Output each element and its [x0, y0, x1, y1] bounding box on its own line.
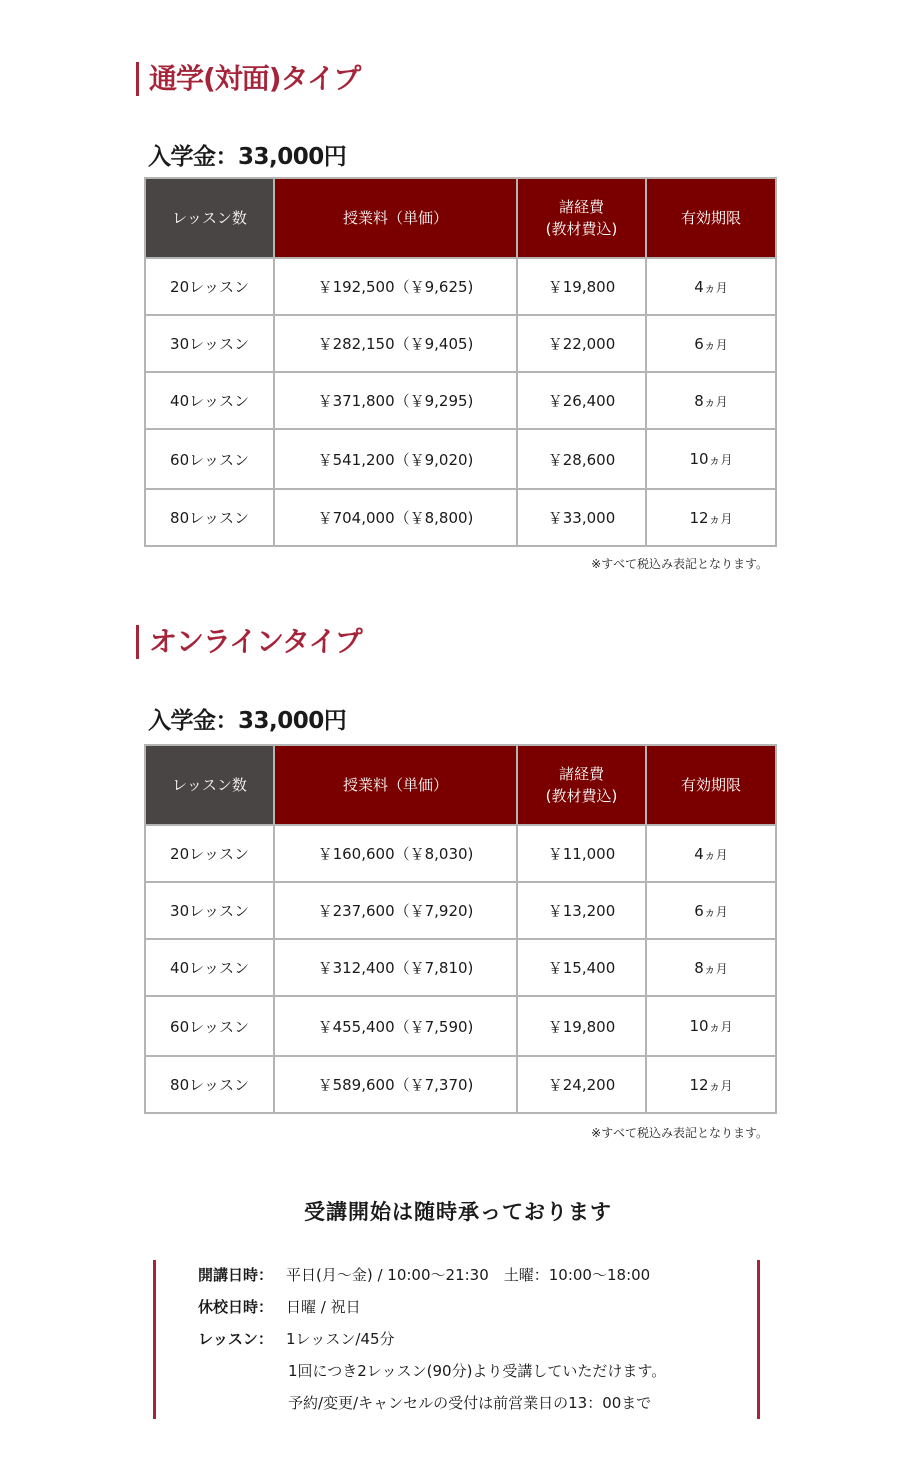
cell-expenses: ￥11,000 — [517, 825, 646, 882]
start-anytime-heading: 受講開始は随時承っております — [304, 1200, 612, 1224]
section-title-in-person: 通学(対面)タイプ — [136, 62, 360, 96]
cell-expenses: ￥22,000 — [517, 315, 646, 372]
table-row — [145, 996, 776, 1056]
cell-lessons: 30レッスン — [145, 882, 274, 939]
hours-row — [198, 1264, 666, 1296]
lesson-detail-1: 1回につき2レッスン(90分)より受講していただけます。 — [288, 1362, 667, 1380]
cell-lessons: 20レッスン — [145, 258, 274, 315]
hours-label: 開講日時： — [198, 1266, 274, 1284]
header-tuition: 授業料（単価） — [274, 745, 517, 825]
table-row — [145, 939, 776, 996]
cell-validity: 8ヵ月 — [646, 372, 776, 429]
lesson-value: 1レッスン/45分 — [286, 1330, 395, 1348]
cell-lessons: 30レッスン — [145, 315, 274, 372]
cell-tuition: ￥589,600（￥7,370) — [274, 1056, 517, 1113]
cell-expenses: ￥24,200 — [517, 1056, 646, 1113]
cell-lessons: 40レッスン — [145, 372, 274, 429]
table-row — [145, 1056, 776, 1113]
cell-validity: 8ヵ月 — [646, 939, 776, 996]
right-accent-bar — [757, 1260, 760, 1419]
table-header-row — [145, 745, 776, 825]
header-tuition: 授業料（単価） — [274, 178, 517, 258]
header-validity: 有効期限 — [646, 745, 776, 825]
price-table-online — [144, 744, 777, 1114]
closed-row — [198, 1296, 666, 1328]
table-row — [145, 825, 776, 882]
lesson-label: レッスン： — [198, 1330, 273, 1348]
table-header-row — [145, 178, 776, 258]
cell-validity: 4ヵ月 — [646, 825, 776, 882]
cell-validity: 12ヵ月 — [646, 1056, 776, 1113]
table-row — [145, 429, 776, 489]
schedule-info — [198, 1264, 666, 1424]
cell-lessons: 40レッスン — [145, 939, 274, 996]
closed-label: 休校日時： — [198, 1298, 274, 1316]
header-validity: 有効期限 — [646, 178, 776, 258]
cell-lessons: 60レッスン — [145, 429, 274, 489]
cell-validity: 6ヵ月 — [646, 315, 776, 372]
cell-tuition: ￥455,400（￥7,590) — [274, 996, 517, 1056]
cell-lessons: 60レッスン — [145, 996, 274, 1056]
cell-tuition: ￥282,150（￥9,405) — [274, 315, 517, 372]
closed-value: 日曜 / 祝日 — [286, 1298, 361, 1316]
cell-tuition: ￥160,600（￥8,030) — [274, 825, 517, 882]
cell-lessons: 20レッスン — [145, 825, 274, 882]
cell-expenses: ￥19,800 — [517, 258, 646, 315]
tax-note: ※すべて税込み表記となります。 — [591, 557, 768, 571]
cell-validity: 10ヵ月 — [646, 996, 776, 1056]
cell-tuition: ￥704,000（￥8,800) — [274, 489, 517, 546]
table-row — [145, 372, 776, 429]
tax-note: ※すべて税込み表記となります。 — [591, 1126, 768, 1140]
cell-expenses: ￥28,600 — [517, 429, 646, 489]
header-expenses: 諸経費 (教材費込) — [517, 745, 646, 825]
cell-tuition: ￥541,200（￥9,020) — [274, 429, 517, 489]
header-expenses: 諸経費 (教材費込) — [517, 178, 646, 258]
cell-tuition: ￥237,600（￥7,920) — [274, 882, 517, 939]
header-lessons: レッスン数 — [145, 178, 274, 258]
cell-expenses: ￥15,400 — [517, 939, 646, 996]
cell-tuition: ￥312,400（￥7,810) — [274, 939, 517, 996]
cell-expenses: ￥26,400 — [517, 372, 646, 429]
cell-expenses: ￥33,000 — [517, 489, 646, 546]
enrollment-fee-in-person: 入学金：33,000円 — [148, 144, 347, 170]
cell-tuition: ￥192,500（￥9,625) — [274, 258, 517, 315]
lesson-detail-2: 予約/変更/キャンセルの受付は前営業日の13：00まで — [288, 1394, 652, 1412]
cell-validity: 10ヵ月 — [646, 429, 776, 489]
left-accent-bar — [153, 1260, 156, 1419]
price-table-in-person — [144, 177, 777, 547]
cell-tuition: ￥371,800（￥9,295) — [274, 372, 517, 429]
cell-validity: 4ヵ月 — [646, 258, 776, 315]
enrollment-fee-online: 入学金：33,000円 — [148, 708, 347, 734]
hours-value: 平日(月～金) / 10:00～21:30 土曜：10:00～18:00 — [286, 1266, 651, 1284]
section-title-online: オンラインタイプ — [136, 625, 362, 659]
cell-expenses: ￥13,200 — [517, 882, 646, 939]
cell-lessons: 80レッスン — [145, 489, 274, 546]
table-row — [145, 258, 776, 315]
cell-validity: 12ヵ月 — [646, 489, 776, 546]
table-row — [145, 882, 776, 939]
table-row — [145, 489, 776, 546]
lesson-row — [198, 1328, 666, 1360]
cell-lessons: 80レッスン — [145, 1056, 274, 1113]
header-lessons: レッスン数 — [145, 745, 274, 825]
table-row — [145, 315, 776, 372]
cell-expenses: ￥19,800 — [517, 996, 646, 1056]
cell-validity: 6ヵ月 — [646, 882, 776, 939]
